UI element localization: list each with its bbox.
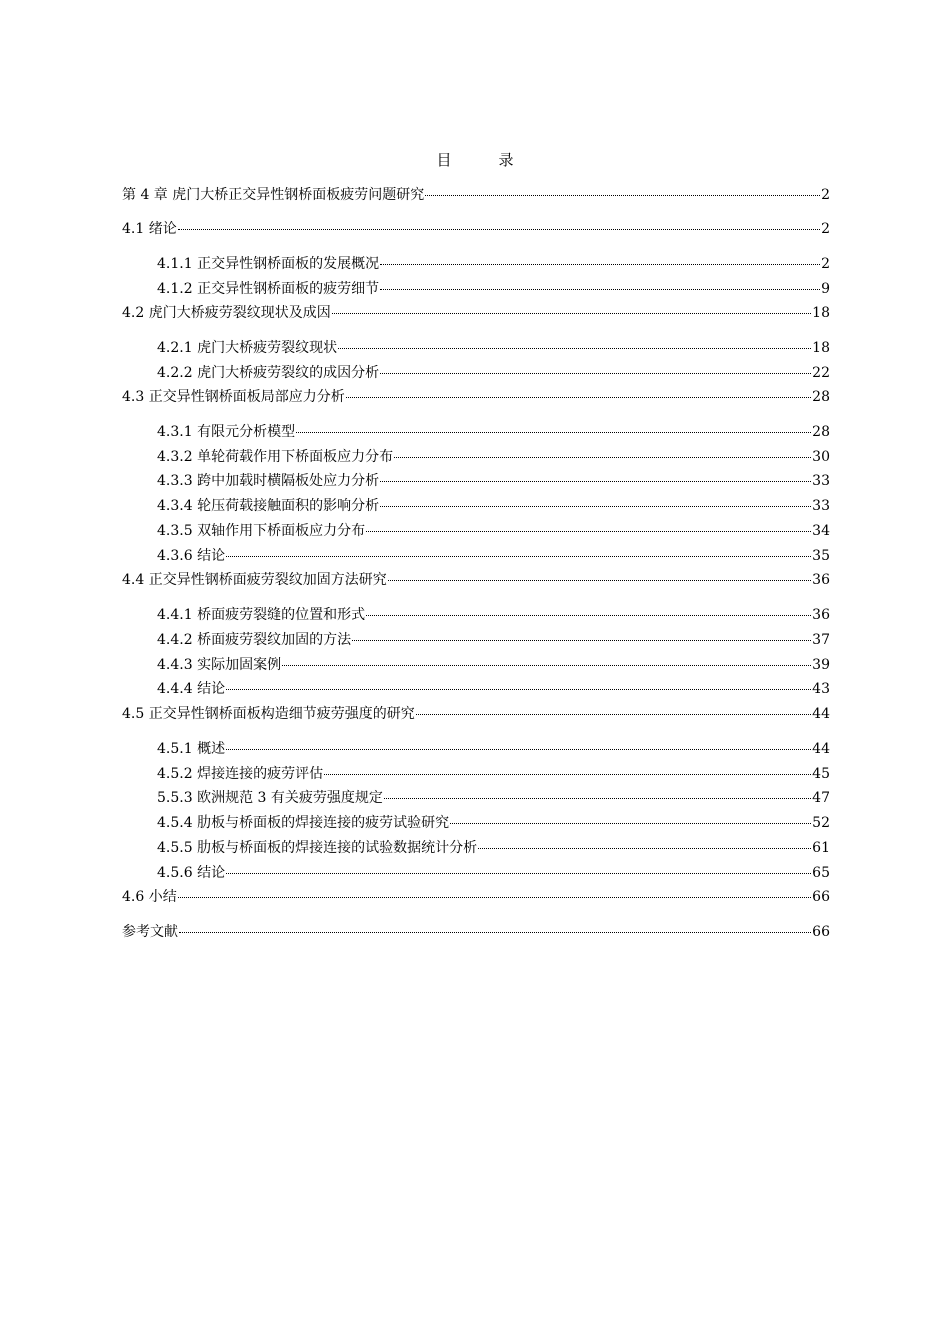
dot-leader: [366, 614, 811, 616]
toc-entry-text: 4.4.4 结论: [157, 681, 226, 697]
toc-entry-text: 4.5 正交异性钢桥面板构造细节疲劳强度的研究: [122, 706, 415, 722]
toc-entry-page: 2: [821, 187, 830, 203]
toc-entry-page: 52: [812, 815, 830, 831]
toc-entry-page: 2: [821, 256, 830, 272]
toc-entry-page: 28: [812, 389, 830, 405]
toc-entry-section[interactable]: [122, 388, 830, 406]
toc-entry-page: 47: [812, 790, 830, 806]
toc-entry-text: 4.3.2 单轮荷载作用下桥面板应力分布: [157, 449, 394, 465]
toc-entry-text: 4.5.5 肋板与桥面板的焊接连接的试验数据统计分析: [157, 840, 478, 856]
toc-entry-subsection[interactable]: [157, 255, 830, 273]
toc-entry-page: 18: [812, 340, 830, 356]
dot-leader: [416, 713, 811, 715]
toc-entry-page: 30: [812, 449, 830, 465]
toc-entry-text: 4.2.1 虎门大桥疲劳裂纹现状: [157, 340, 338, 356]
toc-entry-section[interactable]: [122, 888, 830, 906]
toc-entry-text: 4.1.2 正交异性钢桥面板的疲劳细节: [157, 281, 380, 297]
dot-leader: [380, 372, 811, 374]
toc-entry-subsection[interactable]: [157, 472, 830, 490]
toc-entry-text: 4.5.4 肋板与桥面板的焊接连接的疲劳试验研究: [157, 815, 450, 831]
toc-entry-page: 44: [812, 741, 830, 757]
toc-entry-page: 9: [821, 281, 830, 297]
toc-entry-subsection[interactable]: [157, 497, 830, 515]
dot-leader: [226, 748, 811, 750]
dot-leader: [226, 688, 811, 690]
toc-entry-subsection[interactable]: [157, 448, 830, 466]
toc-entry-page: 18: [812, 305, 830, 321]
dot-leader: [425, 194, 820, 196]
toc-entry-page: 36: [812, 607, 830, 623]
toc-entry-subsection[interactable]: [157, 656, 830, 674]
toc-entry-text: 第 4 章 虎门大桥正交异性钢桥面板疲劳问题研究: [122, 187, 425, 203]
dot-leader: [226, 872, 811, 874]
toc-entry-text: 4.3.4 轮压荷载接触面积的影响分析: [157, 498, 380, 514]
toc-entry-text: 4.6 小结: [122, 889, 177, 905]
toc-entry-text: 4.5.1 概述: [157, 741, 226, 757]
dot-leader: [478, 847, 811, 849]
toc-entry-section[interactable]: [122, 571, 830, 589]
dot-leader: [380, 505, 811, 507]
toc-entry-page: 65: [812, 865, 830, 881]
toc-entry-text: 4.1 绪论: [122, 221, 177, 237]
dot-leader: [226, 555, 811, 557]
dot-leader: [384, 797, 811, 799]
dot-leader: [380, 480, 811, 482]
dot-leader: [282, 664, 811, 666]
dot-leader: [179, 931, 811, 933]
toc-entry-page: 2: [821, 221, 830, 237]
dot-leader: [178, 896, 811, 898]
toc-entry-text: 4.4 正交异性钢桥面疲劳裂纹加固方法研究: [122, 572, 387, 588]
toc-entry-subsection[interactable]: [157, 839, 830, 857]
toc-entry-page: 33: [812, 473, 830, 489]
toc-entry-text: 4.1.1 正交异性钢桥面板的发展概况: [157, 256, 380, 272]
toc-entry-text: 4.4.2 桥面疲劳裂纹加固的方法: [157, 632, 352, 648]
dot-leader: [178, 228, 820, 230]
dot-leader: [380, 288, 820, 290]
toc-entry-text: 5.5.3 欧洲规范 3 有关疲劳强度规定: [157, 790, 383, 806]
toc-entry-text: 4.3.1 有限元分析模型: [157, 424, 296, 440]
toc-entry-text: 4.4.3 实际加固案例: [157, 657, 282, 673]
toc-entry-subsection[interactable]: [157, 680, 830, 698]
toc-entry-text: 参考文献: [122, 924, 178, 940]
toc-entry-page: 43: [812, 681, 830, 697]
toc-entry-text: 4.3.6 结论: [157, 548, 226, 564]
toc-entry-subsection[interactable]: [157, 765, 830, 783]
toc-entry-page: 45: [812, 766, 830, 782]
toc-entry-subsection[interactable]: [157, 789, 830, 807]
toc-entry-page: 36: [812, 572, 830, 588]
dot-leader: [366, 530, 811, 532]
dot-leader: [346, 396, 811, 398]
toc-entry-subsection[interactable]: [157, 547, 830, 565]
toc-entry-subsection[interactable]: [157, 814, 830, 832]
toc-entry-subsection[interactable]: [157, 423, 830, 441]
toc-entry-subsection[interactable]: [157, 606, 830, 624]
toc-entry-text: 4.5.2 焊接连接的疲劳评估: [157, 766, 324, 782]
toc-entry-section[interactable]: [122, 304, 830, 322]
toc-entry-page: 44: [812, 706, 830, 722]
toc-entry-subsection[interactable]: [157, 280, 830, 298]
toc-entry-section[interactable]: [122, 705, 830, 723]
toc-entry-page: 61: [812, 840, 830, 856]
dot-leader: [338, 347, 811, 349]
toc-entry-page: 39: [812, 657, 830, 673]
toc-entry-text: 4.4.1 桥面疲劳裂缝的位置和形式: [157, 607, 366, 623]
toc-title: 目 录: [436, 151, 530, 169]
dot-leader: [296, 431, 811, 433]
toc-entry-references[interactable]: [122, 923, 830, 941]
toc-entry-subsection[interactable]: [157, 740, 830, 758]
toc-entry-chapter[interactable]: [122, 186, 830, 204]
toc-entry-subsection[interactable]: [157, 339, 830, 357]
dot-leader: [332, 312, 811, 314]
toc-entry-page: 22: [812, 365, 830, 381]
toc-entry-text: 4.3.3 跨中加载时横隔板处应力分析: [157, 473, 380, 489]
toc-entry-section[interactable]: [122, 220, 830, 238]
dot-leader: [324, 773, 811, 775]
toc-entry-page: 37: [812, 632, 830, 648]
dot-leader: [352, 639, 811, 641]
toc-entry-text: 4.3.5 双轴作用下桥面板应力分布: [157, 523, 366, 539]
toc-entry-page: 34: [812, 523, 830, 539]
toc-entry-subsection[interactable]: [157, 364, 830, 382]
dot-leader: [394, 456, 811, 458]
toc-entry-page: 33: [812, 498, 830, 514]
dot-leader: [388, 579, 811, 581]
toc-entry-text: 4.5.6 结论: [157, 865, 226, 881]
toc-entry-page: 66: [812, 924, 830, 940]
toc-entry-page: 35: [812, 548, 830, 564]
toc-entry-page: 66: [812, 889, 830, 905]
toc-entry-text: 4.3 正交异性钢桥面板局部应力分析: [122, 389, 345, 405]
toc-entry-subsection[interactable]: [157, 522, 830, 540]
toc-entry-text: 4.2.2 虎门大桥疲劳裂纹的成因分析: [157, 365, 380, 381]
toc-entry-subsection[interactable]: [157, 864, 830, 882]
toc-entry-page: 28: [812, 424, 830, 440]
dot-leader: [450, 822, 811, 824]
dot-leader: [380, 263, 820, 265]
toc-entry-subsection[interactable]: [157, 631, 830, 649]
toc-entry-text: 4.2 虎门大桥疲劳裂纹现状及成因: [122, 305, 331, 321]
